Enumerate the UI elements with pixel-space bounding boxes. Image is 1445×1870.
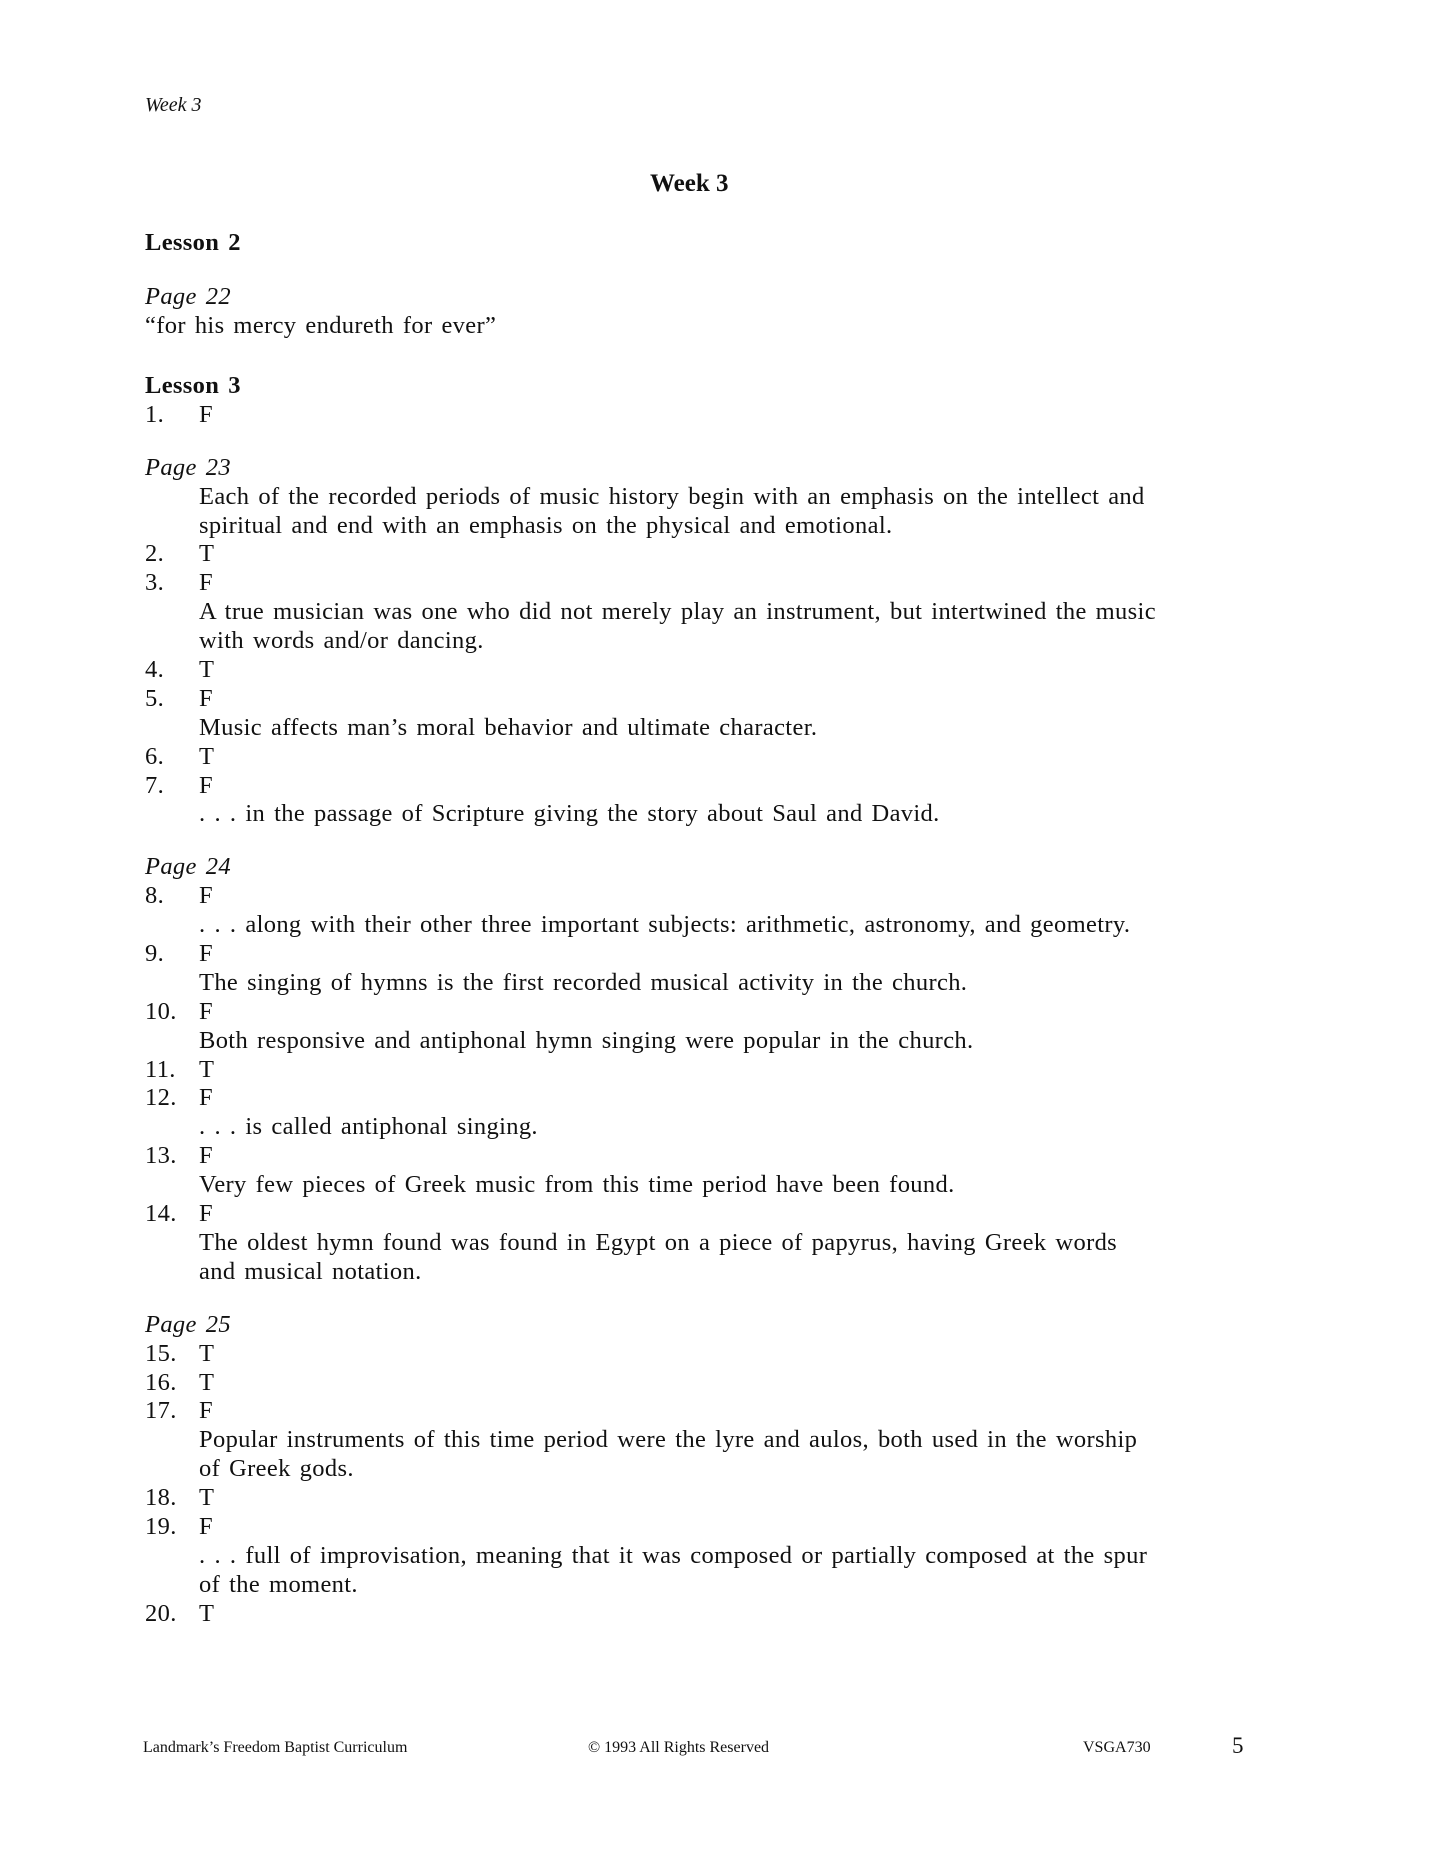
page-number: 5 [1232, 1733, 1244, 1758]
explanation-line [145, 1171, 1295, 1200]
item-answer: T [199, 656, 215, 684]
answer-item [145, 882, 1295, 911]
explanation-text: Very few pieces of Greek music from this time period have been found. [199, 1171, 955, 1199]
answer-item [145, 656, 1295, 685]
answer-item [145, 1056, 1295, 1085]
footer-publisher: Landmark’s Freedom Baptist Curriculum [143, 1739, 408, 1756]
page-section [145, 1311, 1295, 1629]
explanation-text: A true musician was one who did not merely play an instrument, but intertwined the music [199, 598, 1156, 626]
page-section [145, 853, 1295, 1286]
answer-item [145, 569, 1295, 598]
item-number: 19. [145, 1512, 177, 1540]
explanation-line [145, 1426, 1295, 1455]
item-answer: F [199, 400, 213, 428]
page-section [145, 454, 1295, 830]
explanation-text: with words and/or dancing. [199, 627, 484, 655]
item-answer: F [199, 1512, 213, 1540]
item-number: 14. [145, 1200, 177, 1228]
page-ref: Page 23 [145, 453, 231, 481]
explanation-line [145, 598, 1295, 627]
item-answer: F [199, 1200, 213, 1228]
item-number: 18. [145, 1484, 177, 1512]
lesson-3-heading: Lesson 3 [145, 372, 241, 399]
explanation-line [145, 512, 1295, 541]
answer-item [145, 998, 1295, 1027]
explanation-line [145, 1258, 1295, 1287]
explanation-line [145, 1455, 1295, 1484]
running-head: Week 3 [145, 94, 202, 116]
page-title: Week 3 [650, 170, 729, 197]
item-answer: T [199, 540, 215, 568]
explanation-line [145, 1113, 1295, 1142]
explanation-text: spiritual and end with an emphasis on the physical and emotional. [199, 511, 893, 539]
lesson-2-page-ref: Page 22 [145, 283, 231, 310]
explanation-text: The oldest hymn found was found in Egypt on a piece of papyrus, having Greek words [199, 1228, 1118, 1256]
item-number: 15. [145, 1339, 177, 1367]
item-answer: T [199, 742, 215, 770]
answer-item [145, 401, 1295, 430]
item-answer: T [199, 1339, 215, 1367]
answer-item [145, 1484, 1295, 1513]
explanation-text: The singing of hymns is the first recorded musical activity in the church. [199, 968, 968, 996]
answer-item [145, 1340, 1295, 1369]
answer-item [145, 1397, 1295, 1426]
explanation-line [145, 911, 1295, 940]
explanation-text: Each of the recorded periods of music history begin with an emphasis on the intellect and [199, 482, 1145, 510]
answer-item [145, 1142, 1295, 1171]
page-ref: Page 24 [145, 853, 231, 881]
footer-copyright: © 1993 All Rights Reserved [588, 1739, 770, 1756]
item-answer: T [199, 1484, 215, 1512]
item-answer: F [199, 997, 213, 1025]
explanation-line [145, 1542, 1295, 1571]
explanation-line [145, 1571, 1295, 1600]
explanation-line [145, 800, 1295, 829]
explanation-line [145, 714, 1295, 743]
item-answer: F [199, 1397, 213, 1425]
answer-item [145, 540, 1295, 569]
answer-item [145, 1084, 1295, 1113]
answer-item [145, 685, 1295, 714]
answer-item [145, 1513, 1295, 1542]
item-number: 3. [145, 569, 165, 597]
explanation-line [145, 1027, 1295, 1056]
answer-item [145, 743, 1295, 772]
item-answer: F [199, 882, 213, 910]
item-answer: F [199, 569, 213, 597]
item-answer: F [199, 940, 213, 968]
item-number: 9. [145, 940, 165, 968]
item-number: 6. [145, 742, 165, 770]
lesson-2-answer: “for his mercy endureth for ever” [145, 312, 497, 339]
explanation-text: . . . in the passage of Scripture giving the story about Saul and David. [199, 800, 940, 828]
explanation-text: . . . full of improvisation, meaning that it was composed or partially composed at the spur [199, 1541, 1148, 1569]
item-answer: F [199, 1084, 213, 1112]
footer-code: VSGA730 [1083, 1739, 1151, 1756]
explanation-text: Both responsive and antiphonal hymn singing were popular in the church. [199, 1026, 974, 1054]
item-number: 13. [145, 1142, 177, 1170]
item-number: 12. [145, 1084, 177, 1112]
explanation-line [145, 483, 1295, 512]
answer-item [145, 940, 1295, 969]
item-answer: F [199, 684, 213, 712]
item-answer: T [199, 1055, 215, 1083]
page-sections [145, 454, 1295, 1629]
explanation-text: . . . is called antiphonal singing. [199, 1113, 538, 1141]
item-number: 8. [145, 882, 165, 910]
item-number: 20. [145, 1599, 177, 1627]
item-number: 7. [145, 771, 165, 799]
answer-item [145, 1369, 1295, 1398]
explanation-line [145, 1229, 1295, 1258]
item-number: 17. [145, 1397, 177, 1425]
answer-item [145, 1600, 1295, 1629]
item-number: 11. [145, 1055, 176, 1083]
answer-item [145, 1200, 1295, 1229]
item-number: 2. [145, 540, 165, 568]
item-number: 10. [145, 997, 177, 1025]
explanation-text: . . . along with their other three important subjects: arithmetic, astronomy, and geometry. [199, 911, 1131, 939]
page-ref: Page 25 [145, 1310, 231, 1338]
explanation-text: Music affects man’s moral behavior and ultimate character. [199, 713, 818, 741]
explanation-line [145, 627, 1295, 656]
item-number: 16. [145, 1368, 177, 1396]
answer-item [145, 772, 1295, 801]
explanation-line [145, 969, 1295, 998]
item-number: 1. [145, 400, 165, 428]
item-answer: F [199, 771, 213, 799]
explanation-text: and musical notation. [199, 1257, 422, 1285]
lesson-2-heading: Lesson 2 [145, 229, 241, 256]
explanation-text: of the moment. [199, 1570, 358, 1598]
item-number: 4. [145, 656, 165, 684]
lesson-3-intro [145, 372, 1295, 430]
lesson-3-answers [145, 372, 1295, 1653]
item-number: 5. [145, 684, 165, 712]
item-answer: T [199, 1368, 215, 1396]
explanation-text: Popular instruments of this time period were the lyre and aulos, both used in the worship [199, 1426, 1138, 1454]
explanation-text: of Greek gods. [199, 1455, 354, 1483]
item-answer: T [199, 1599, 215, 1627]
item-answer: F [199, 1142, 213, 1170]
